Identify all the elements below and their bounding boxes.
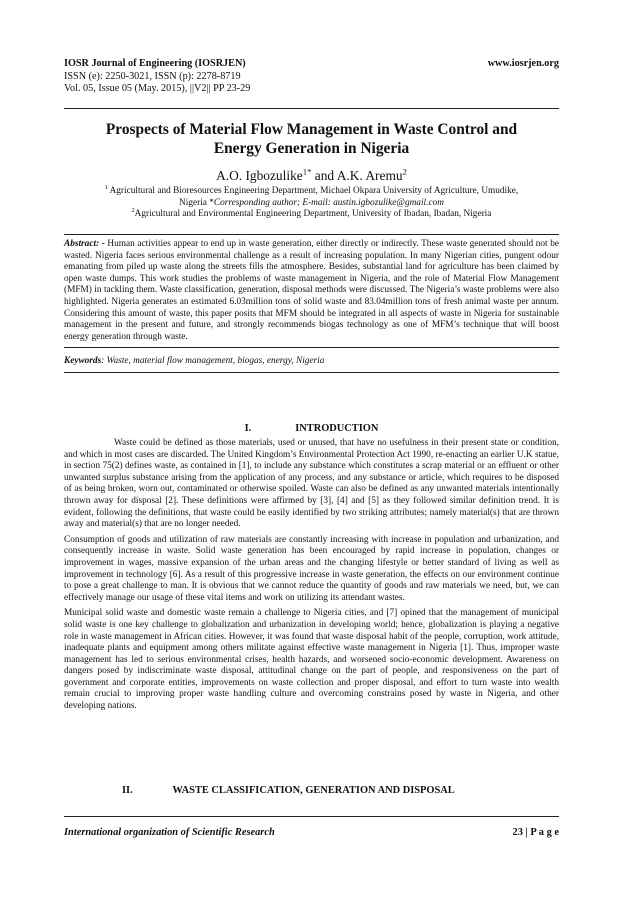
author-2: A.K. Aremu [336, 168, 403, 183]
page-number: 23 | P a g e [512, 827, 559, 838]
affiliation-1: $^1$ Agricultural and Bioresources Engineering Department, Michael Okpara University of Agriculture, Umudike, [104, 184, 519, 196]
author-1-marker: 1* [302, 166, 312, 177]
section-heading-introduction [64, 423, 559, 434]
journal-name: IOSR Journal of Engineering (IOSRJEN) [64, 58, 246, 69]
section-heading-waste-classification [64, 785, 559, 796]
abstract [64, 239, 559, 343]
header-divider [64, 108, 559, 109]
author-2-marker: 2 [402, 166, 407, 177]
affiliation-2: $^2$Agricultural and Environmental Engineering Department, University of Ibadan, Ibadan, Nigeria [131, 208, 492, 220]
volume-line: Vol. 05, Issue 05 (May. 2015), ||V2|| PP 23-29 [64, 83, 251, 95]
author-line [64, 168, 559, 184]
section-title: WASTE CLASSIFICATION, GENERATION AND DISPOSAL [172, 785, 455, 796]
author-1: A.O. Igbozulike [216, 168, 303, 183]
footer-divider [64, 816, 559, 817]
section-number: II. [122, 785, 133, 796]
keywords-text: : Waste, material flow management, biogas, energy, Nigeria [101, 356, 325, 366]
paragraph: Consumption of goods and utilization of raw materials are constantly increasing with increase in population and urbanization, and consequently increase in waste. Solid waste generation has been encouraged by rapid increase in population, changes or improvement in wages, massive expansion of the urban areas and the changing lifestyle or better standard of living as well as improvement in technology [6]. As a result of this progressive increase in waste generation, the effects on our environment continue to pose a great challenge to man. It is obvious that we cannot reduce the quantity of goods and raw materials we need, but, we can effectively manage our usage of these vital items and work on utilizing its attendant wastes. [64, 534, 559, 603]
section-number: I. [244, 423, 252, 434]
keywords-label: Keywords [64, 356, 102, 366]
abstract-label: Abstract: - [64, 239, 105, 249]
affiliation-1-contact: Nigeria *Corresponding author; E-mail: austin.igbozulike@gmail.com [179, 197, 444, 208]
abstract-top-rule [64, 234, 559, 235]
abstract-bottom-rule [64, 347, 559, 348]
section-title: INTRODUCTION [295, 423, 379, 434]
introduction-body [64, 438, 559, 717]
footer-organization: International organization of Scientific Research [64, 827, 275, 838]
page-footer [64, 816, 559, 838]
journal-website[interactable]: www.iosrjen.org [487, 58, 559, 69]
journal-header [64, 58, 559, 96]
author-conjunction: and [314, 168, 335, 183]
document-page [64, 0, 559, 902]
abstract-text: Human activities appear to end up in waste generation, either directly or indirectly. These waste generated should not be wasted. Nigeria faces serious environmental challenge as a result of increasing population. In many Nigerian cities, pungent odour emanating from piled up waste along the streets fills the atmosphere. Besides, substantial land for agriculture has been claimed by open waste dumps. This work studies the problems of waste management in Nigeria, and the role of Material Flow Management (MFM) in tackling them. Waste classification, generation, disposal methods were discussed. The Nigeria’s waste problems were also highlighted. Nigeria generates an estimated 6.03million tons of solid waste and 83.04million tons of fresh animal waste per annum. Considering this amount of waste, this paper posits that MFM should be integrated in all aspects of waste in Nigeria for sustainable management in the present and future, and strongly recommends biogas technology as one of MFM’s technique that will boost energy generation through waste. [64, 239, 560, 342]
keywords [64, 356, 559, 368]
corresponding-email[interactable]: Corresponding author; E-mail: austin.igbozulike@gmail.com [213, 197, 444, 208]
keywords-rule [64, 372, 559, 373]
paragraph: Waste could be defined as those materials, used or unused, that have no usefulness in their present state or condition, and which in most cases are discarded. The United Kingdom’s Environmental Protection Act 1990, re-enacting an earlier U.K statue, in section 75(2) defines waste, as contained in [1], to include any substance which constitutes a scrap material or an effluent or other unwanted surplus substance arising from the application of any process, and any substance or article, which requires to be disposed of as being broken, worn out, contaminated or otherwise spoiled. Waste can also be defined as any unwanted materials intentionally thrown away for disposal [2]. These definitions were affirmed by [3], [4] and [5] as they followed similar definition trend. It is evident, following the definitions, that waste could be easily identified by two striking attributes; namely material(s) that are thrown away and material(s) that are no longer needed. [64, 438, 559, 530]
affiliations [64, 186, 559, 221]
paragraph: Municipal solid waste and domestic waste remain a challenge to Nigeria cities, and [7] opined that the management of municipal solid waste is one key challenge to globalization and urbanization in developing world; hence, globalization is playing a negative role in waste management in African cities. However, it was found that waste disposal habit of the people, corruption, work attitude, inadequate plants and equipment among others militate against effective waste management in Nigeria [1]. Thus, improper waste management has led to serious environmental crises, health hazards, and worsened socio-economic development. Awareness on dangers posed by indiscriminate waste disposal, attitudinal change on the part of people, and responsiveness on the part of government and corporate entities, improvements on waste collection and proper disposal, and effort to turn waste into wealth remain crucial to improving proper waste handling culture and overcoming constrains posed by waste in Nigeria, and other developing nations. [64, 608, 559, 712]
issn-line: ISSN (e): 2250-3021, ISSN (p): 2278-8719 [64, 70, 241, 82]
paper-title: Prospects of Material Flow Management in Waste Control and Energy Generation in Nigeria [105, 121, 518, 157]
